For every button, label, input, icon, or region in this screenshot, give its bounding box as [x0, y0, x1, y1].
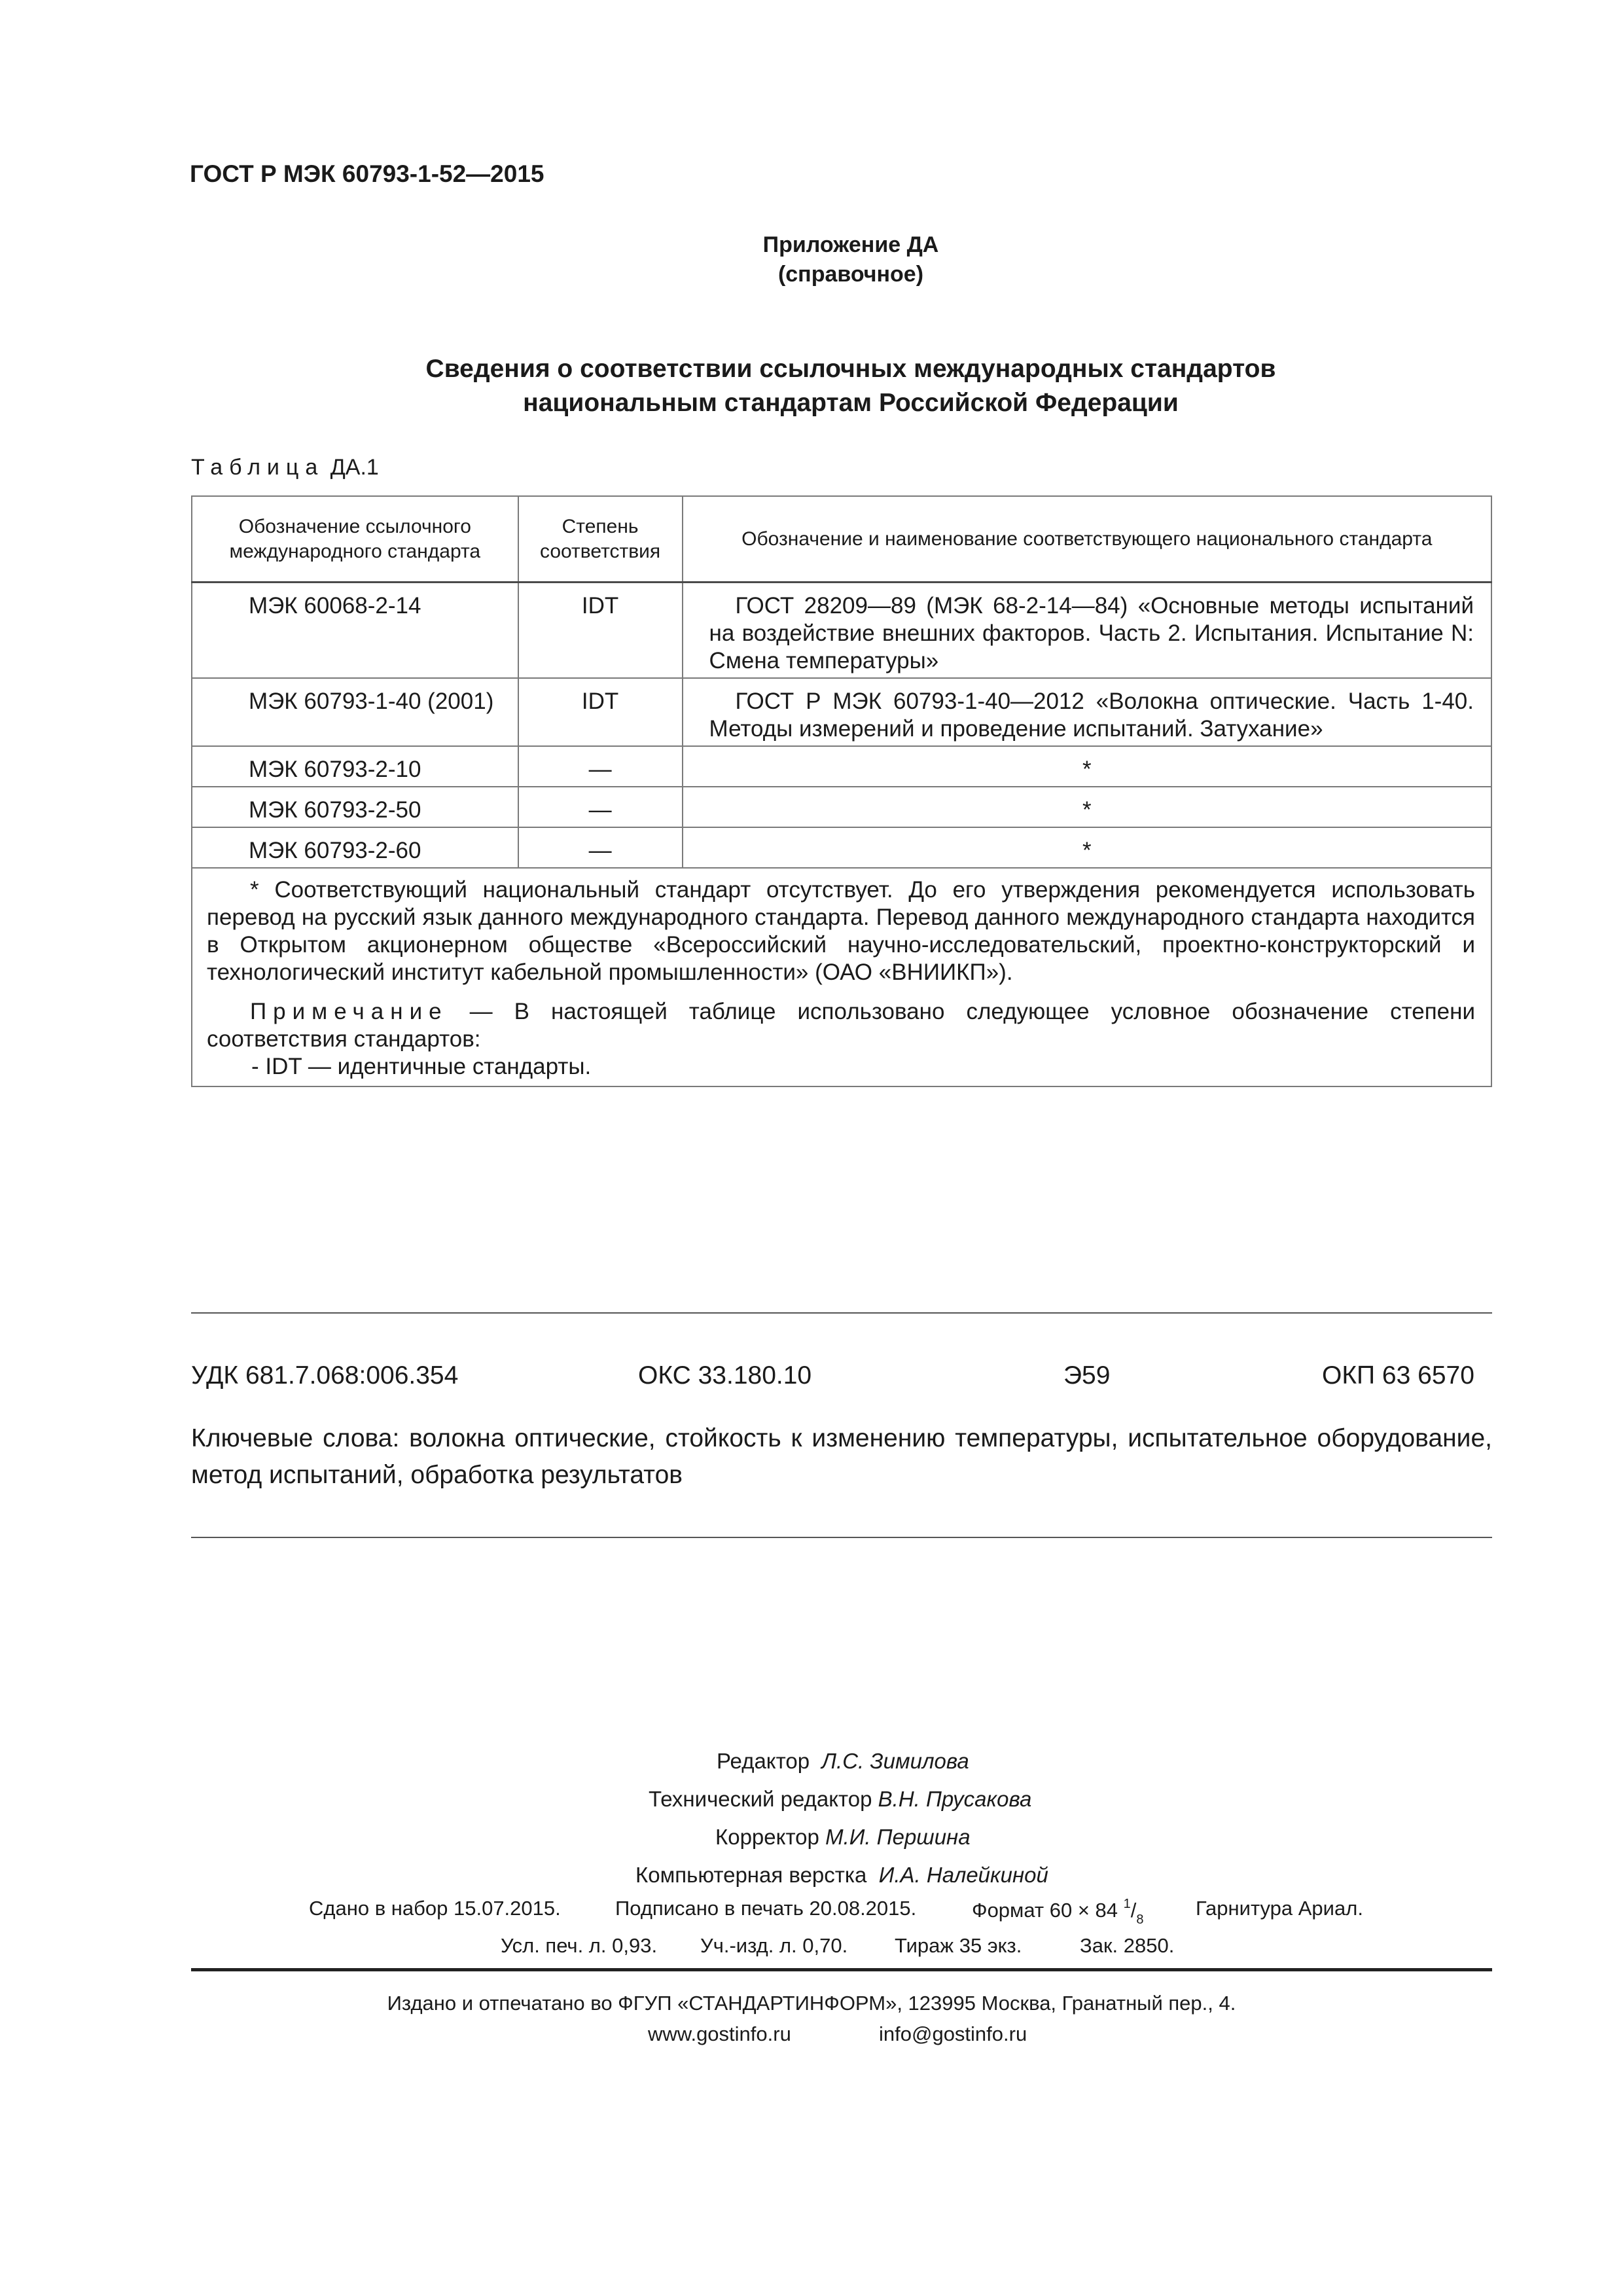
table-caption-word: Таблица	[191, 455, 325, 480]
note-text: — В настоящей таблице использовано следующее условное обозначение степени соответствия стандартов:	[207, 999, 1475, 1052]
table-row	[192, 746, 1491, 787]
credit-proofreader	[715, 1818, 971, 1856]
credit-label: Корректор	[715, 1825, 819, 1849]
section-heading-line-2: национальным стандартам Российской Федерации	[523, 389, 1179, 417]
reference-standard-cell: МЭК 60793-1-40 (2001)	[192, 678, 518, 746]
typeset-date: Сдано в набор 15.07.2015.	[309, 1897, 561, 1920]
reference-standard-cell: МЭК 60068-2-14	[192, 583, 518, 679]
table-notes-row	[192, 868, 1491, 1086]
publisher-email: info@gostinfo.ru	[879, 2022, 1027, 2045]
keywords: Ключевые слова: волокна оптические, стойкость к изменению температуры, испытательное оборудование, метод испытаний, обработка результатов	[191, 1424, 1492, 1489]
degree-cell: IDT	[518, 583, 683, 679]
credit-label: Компьютерная верстка	[635, 1863, 867, 1887]
degree-cell: —	[518, 827, 683, 868]
table-notes-cell	[192, 868, 1491, 1086]
document-code: ГОСТ Р МЭК 60793-1-52—2015	[190, 160, 544, 187]
print-run: Тираж 35 экз.	[895, 1934, 1022, 1957]
table-note	[207, 998, 1475, 1053]
credit-layout	[635, 1856, 1048, 1894]
credit-label: Редактор	[717, 1749, 810, 1773]
national-standard-cell: *	[683, 746, 1491, 787]
degree-cell: IDT	[518, 678, 683, 746]
table-header-row	[192, 496, 1491, 583]
format-denominator: 8	[1136, 1912, 1144, 1927]
credits-block	[0, 1742, 1623, 1899]
divider-line	[191, 1312, 1492, 1314]
national-standard-cell: *	[683, 787, 1491, 827]
publisher-website: www.gostinfo.ru	[648, 2022, 791, 2045]
signed-date: Подписано в печать 20.08.2015.	[615, 1897, 917, 1920]
publisher-line: Издано и отпечатано во ФГУП «СТАНДАРТИНФОРМ», 123995 Москва, Гранатный пер., 4.	[387, 1992, 1236, 2015]
oks-code: ОКС 33.180.10	[638, 1361, 812, 1390]
print-sheets: Усл. печ. л. 0,93.	[501, 1934, 658, 1957]
credit-tech-editor	[649, 1780, 1031, 1818]
format-numerator: 1	[1123, 1897, 1131, 1911]
credit-name: Л.С. Зимилова	[821, 1749, 969, 1773]
annex-title: Приложение ДА	[762, 232, 939, 257]
table-row	[192, 827, 1491, 868]
degree-cell: —	[518, 746, 683, 787]
national-standard-cell: *	[683, 827, 1491, 868]
reference-standard-cell: МЭК 60793-2-10	[192, 746, 518, 787]
note-label: Примечание	[250, 999, 448, 1024]
print-format: Формат 60 × 84 $^1/_8$	[972, 1897, 1144, 1927]
divider-line-bold	[191, 1968, 1492, 1971]
table-footnote: * Соответствующий национальный стандарт отсутствует. До его утверждения рекомендуется использовать перевод на русский язык данного международного стандарта. Перевод данного международного стандарта находится в Открытом акционерном обществе «Всероссийский научно-исследовательский, проектно-конструкторский и технологический институт кабельной промышленности» (ОАО «ВНИИКП»).	[207, 877, 1475, 985]
table-caption-id: ДА.1	[324, 455, 379, 480]
format-label: Формат 60 × 84	[972, 1899, 1118, 1922]
column-header-reference: Обозначение ссылочного международного стандарта	[192, 496, 518, 583]
table-row	[192, 787, 1491, 827]
degree-cell: —	[518, 787, 683, 827]
credit-label: Технический редактор	[649, 1787, 872, 1811]
column-header-national: Обозначение и наименование соответствующего национального стандарта	[683, 496, 1491, 583]
table-row	[192, 678, 1491, 746]
national-standard-text: ГОСТ 28209—89 (МЭК 68-2-14—84) «Основные методы испытаний на воздействие внешних факторов. Часть 2. Испытания. Испытание N: Смена температуры»	[709, 593, 1474, 673]
note-item: - IDT — идентичные стандарты.	[251, 1054, 592, 1079]
credit-name: М.И. Першина	[825, 1825, 971, 1849]
reference-table	[191, 495, 1492, 1087]
national-standard-cell	[683, 583, 1491, 679]
e-code: Э59	[1063, 1361, 1111, 1390]
national-standard-text: ГОСТ Р МЭК 60793-1-40—2012 «Волокна оптические. Часть 1-40. Методы измерений и проведение испытаний. Затухание»	[709, 689, 1474, 742]
credit-name: В.Н. Прусакова	[878, 1787, 1032, 1811]
publication-sheets: Уч.-изд. л. 0,70.	[700, 1934, 848, 1957]
section-heading-line-1: Сведения о соответствии ссылочных международных стандартов	[425, 355, 1276, 383]
column-header-degree: Степень соответствия	[518, 496, 683, 583]
reference-standard-cell: МЭК 60793-2-50	[192, 787, 518, 827]
credit-editor	[717, 1742, 969, 1780]
table-caption	[191, 455, 379, 480]
order-number: Зак. 2850.	[1080, 1934, 1175, 1957]
okp-code: ОКП 63 6570	[1322, 1361, 1474, 1390]
reference-standard-cell: МЭК 60793-2-60	[192, 827, 518, 868]
divider-line	[191, 1537, 1492, 1538]
typeface: Гарнитура Ариал.	[1196, 1897, 1363, 1920]
credit-name: И.А. Налейкиной	[878, 1863, 1048, 1887]
udk-code: УДК 681.7.068:006.354	[191, 1361, 459, 1390]
national-standard-cell	[683, 678, 1491, 746]
annex-kind: (справочное)	[777, 262, 924, 287]
table-row	[192, 583, 1491, 679]
